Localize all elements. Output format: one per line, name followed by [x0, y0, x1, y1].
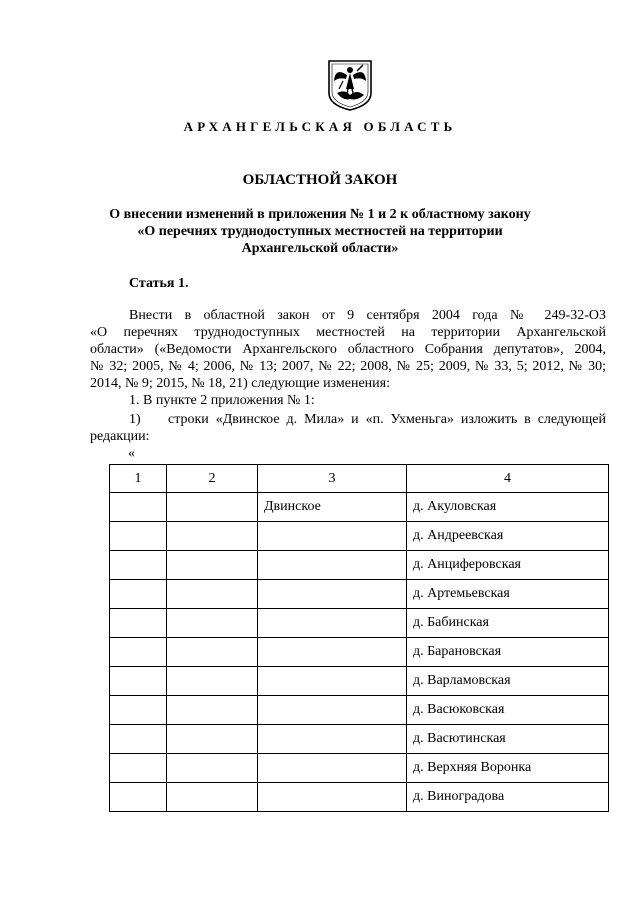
localities-table: [109, 464, 609, 812]
table-cell: д. Бабинская: [407, 609, 609, 638]
table-cell: [258, 667, 407, 696]
table-cell: [258, 783, 407, 812]
table-cell: [110, 522, 167, 551]
table-row: [110, 522, 609, 551]
table-cell: [110, 725, 167, 754]
table-cell: [110, 551, 167, 580]
table-cell: [258, 754, 407, 783]
column-header: 3: [258, 465, 407, 493]
list-item-2: [90, 411, 606, 445]
title-line: «О перечнях труднодоступных местностей на территории: [137, 224, 503, 239]
article-paragraph: [90, 307, 606, 392]
table-cell: Двинское: [258, 493, 407, 522]
table-cell: [167, 667, 258, 696]
table-cell: д. Андреевская: [407, 522, 609, 551]
table-cell: д. Верхняя Воронка: [407, 754, 609, 783]
table-row: [110, 696, 609, 725]
table-cell: [258, 609, 407, 638]
table-cell: [167, 580, 258, 609]
paragraph-line: № 32; 2005, № 4; 2006, № 13; 2007, № 22; 2008, № 25; 2009, № 33, 5; 2012, № 30;: [90, 359, 606, 374]
table-cell: [258, 638, 407, 667]
table-row: [110, 754, 609, 783]
table-cell: [167, 725, 258, 754]
paragraph-line: области» («Ведомости Архангельского областного Собрания депутатов», 2004,: [90, 342, 606, 357]
column-header: 1: [110, 465, 167, 493]
region-name: АРХАНГЕЛЬСКАЯ ОБЛАСТЬ: [183, 119, 457, 134]
table-cell: [167, 493, 258, 522]
table-cell: [110, 696, 167, 725]
table-cell: [167, 522, 258, 551]
table-cell: [110, 638, 167, 667]
table-cell: [167, 609, 258, 638]
table-cell: [258, 522, 407, 551]
table-row: [110, 493, 609, 522]
paragraph-line: 2014, № 9; 2015, № 18, 21) следующие изменения:: [90, 376, 390, 391]
list-item-1: 1. В пункте 2 приложения № 1:: [129, 393, 315, 408]
table-cell: [110, 754, 167, 783]
coat-of-arms-emblem: [327, 59, 373, 111]
table-cell: [167, 638, 258, 667]
table-cell: [110, 667, 167, 696]
table-cell: д. Васюковская: [407, 696, 609, 725]
table-row: [110, 638, 609, 667]
title-line: Архангельской области»: [241, 241, 399, 256]
document-type: ОБЛАСТНОЙ ЗАКОН: [242, 172, 398, 188]
table-cell: [110, 609, 167, 638]
table-cell: [258, 580, 407, 609]
paragraph-line: «О перечнях труднодоступных местностей на территории Архангельской: [90, 325, 606, 340]
open-quote: «: [128, 446, 135, 461]
table-cell: [110, 493, 167, 522]
list-item-text: редакции:: [90, 429, 150, 444]
table-row: [110, 580, 609, 609]
table-cell: [110, 783, 167, 812]
table-cell: [167, 551, 258, 580]
table-row: [110, 609, 609, 638]
table-cell: д. Барановская: [407, 638, 609, 667]
table-cell: [258, 551, 407, 580]
table-header-row: [110, 465, 609, 493]
table-cell: [167, 783, 258, 812]
table-cell: [258, 696, 407, 725]
table-row: [110, 725, 609, 754]
table-cell: д. Артемьевская: [407, 580, 609, 609]
table-cell: д. Виноградова: [407, 783, 609, 812]
table-cell: д. Варламовская: [407, 667, 609, 696]
column-header: 4: [407, 465, 609, 493]
list-item-text: строки «Двинское д. Мила» и «п. Ухменьга» изложить в следующей: [168, 412, 606, 427]
paragraph-line: Внести в областной закон от 9 сентября 2004 года № 249-32-ОЗ: [129, 308, 606, 323]
document-title: [100, 206, 540, 257]
table-row: [110, 667, 609, 696]
table-cell: [167, 696, 258, 725]
table-cell: [167, 754, 258, 783]
table-cell: [258, 725, 407, 754]
table-cell: д. Акуловская: [407, 493, 609, 522]
title-line: О внесении изменений в приложения № 1 и 2 к областному закону: [109, 207, 531, 222]
table-cell: [110, 580, 167, 609]
table-row: [110, 551, 609, 580]
table-cell: д. Васютинская: [407, 725, 609, 754]
article-heading: Статья 1.: [129, 276, 189, 291]
table-row: [110, 783, 609, 812]
list-item-number: 1): [129, 412, 141, 427]
table-cell: д. Анциферовская: [407, 551, 609, 580]
column-header: 2: [167, 465, 258, 493]
